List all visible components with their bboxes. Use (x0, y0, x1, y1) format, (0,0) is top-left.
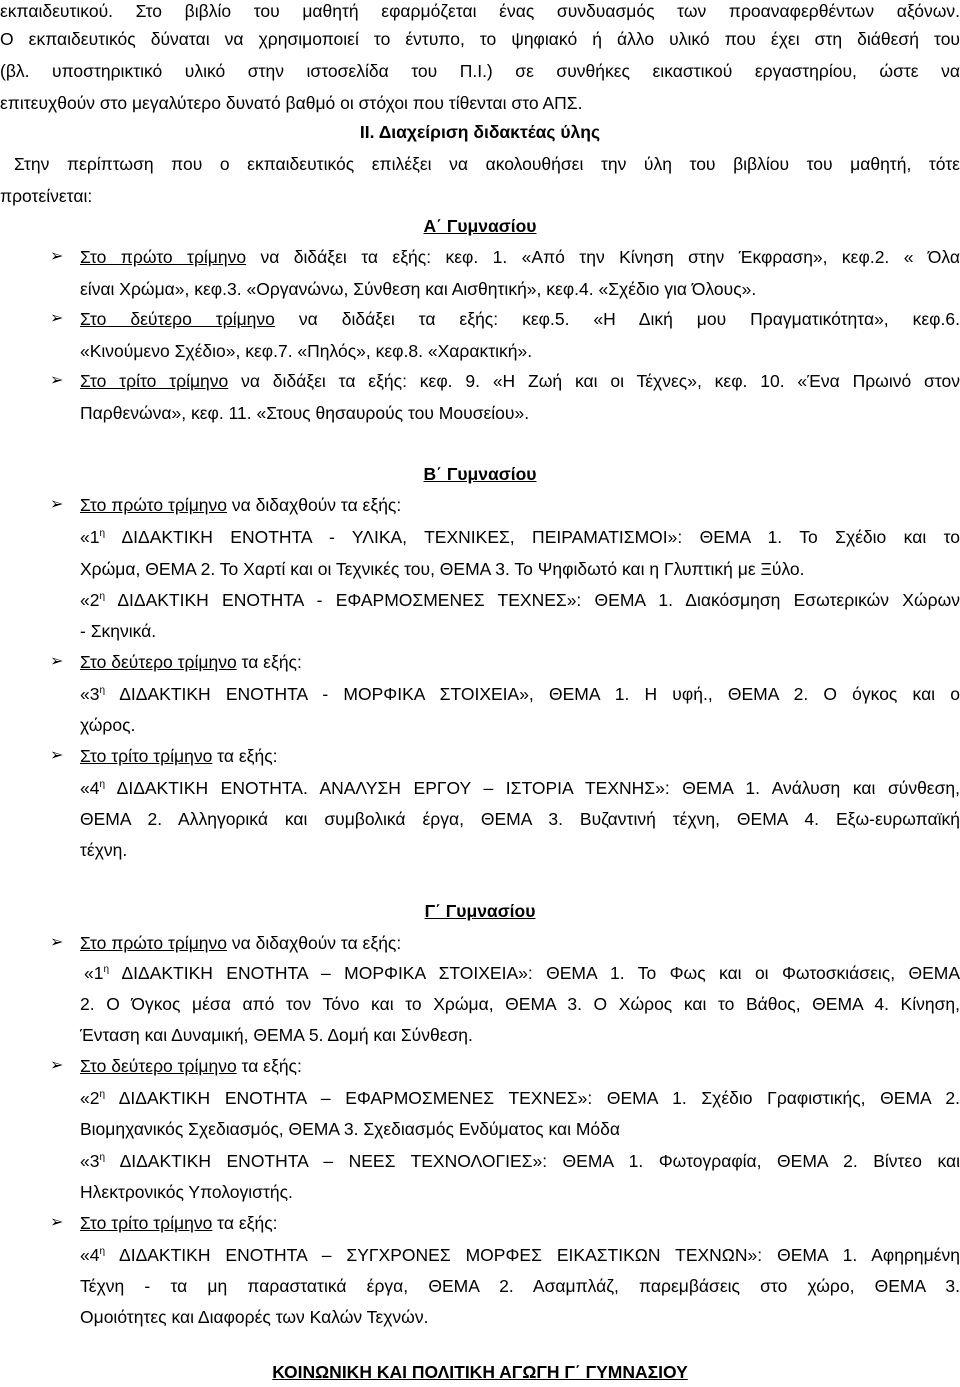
ordinal-suffix: η (99, 1089, 106, 1100)
arrow-bullet-icon: ➢ (50, 747, 64, 764)
list-item (80, 932, 960, 954)
term-label: Στο τρίτο τρίμηνο (80, 371, 229, 391)
unit-number: «2 (80, 590, 100, 610)
unit-line: χώρος. (80, 715, 136, 735)
intro-line: επιτευχθούν στο μεγαλύτερο δυνατό βαθμό οι στόχοι που τίθενται στο ΑΠΣ. (0, 93, 583, 113)
list-item-continuation: είναι Χρώμα», κεφ.3. «Οργανώνω, Σύνθεση και Αισθητική», κεφ.4. «Σχέδιο για Όλους». (80, 279, 757, 299)
ordinal-suffix: η (99, 1152, 106, 1163)
unit-line: - Σκηνικά. (80, 621, 157, 641)
ordinal-suffix: η (99, 685, 106, 696)
list-item (80, 1212, 960, 1234)
list-item (80, 494, 960, 516)
unit-line (80, 777, 960, 799)
item-text: να διδαχθούν τα εξής: (227, 495, 402, 515)
unit-line: Βιομηχανικός Σχεδιασμός, ΘΕΜΑ 3. Σχεδιασμός Ενδύματος και Μόδα (80, 1119, 621, 1139)
list-item (80, 246, 960, 268)
arrow-bullet-icon: ➢ (50, 248, 64, 265)
unit-number: «4 (80, 1245, 100, 1265)
grade-c-title: Γ΄ Γυμνασίου (424, 901, 536, 921)
ordinal-suffix: η (99, 1246, 106, 1257)
term-label: Στο δεύτερο τρίμηνο (80, 1056, 237, 1076)
unit-number: «1 (84, 963, 104, 983)
unit-line (84, 962, 960, 984)
unit-line: ΘΕΜΑ 2. Αλληγορικά και συμβολικά έργα, ΘΕΜΑ 3. Βυζαντινή τέχνη, ΘΕΜΑ 4. Εξω-ευρωπαϊκή (80, 809, 960, 829)
unit-text: ΔΙΔΑΚΤΙΚΗ ΕΝΟΤΗΤΑ - ΥΛΙΚΑ, ΤΕΧΝΙΚΕΣ, ΠΕΙΡΑΜΑΤΙΣΜΟΙ»: ΘΕΜΑ 1. Το Σχέδιο και το (105, 527, 960, 547)
arrow-bullet-icon: ➢ (50, 1214, 64, 1231)
unit-text: ΔΙΔΑΚΤΙΚΗ ΕΝΟΤΗΤΑ – ΝΕΕΣ ΤΕΧΝΟΛΟΓΙΕΣ»: ΘΕΜΑ 1. Φωτογραφία, ΘΕΜΑ 2. Βίντεο και (105, 1151, 960, 1171)
term-label: Στο τρίτο τρίμηνο (80, 1213, 213, 1233)
unit-line: Ηλεκτρονικός Υπολογιστής. (80, 1182, 293, 1202)
unit-text: ΔΙΔΑΚΤΙΚΗ ΕΝΟΤΗΤΑ. ΑΝΑΛΥΣΗ ΕΡΓΟΥ – ΙΣΤΟΡΙΑ ΤΕΧΝΗΣ»: ΘΕΜΑ 1. Ανάλυση και σύνθεση, (105, 778, 960, 798)
arrow-bullet-icon: ➢ (50, 1057, 64, 1074)
section-heading: ΚΟΙΝΩΝΙΚΗ ΚΑΙ ΠΟΛΙΤΙΚΗ ΑΓΩΓΗ Γ΄ ΓΥΜΝΑΣΙΟΥ (272, 1362, 688, 1382)
intro-line: Ο εκπαιδευτικός δύναται να χρησιμοποιεί το έντυπο, το ψηφιακό ή άλλο υλικό που έχει στη διάθεσή του (0, 29, 960, 49)
grade-a-title: Α΄ Γυμνασίου (423, 216, 537, 236)
unit-number: «1 (80, 527, 100, 547)
section-paragraph: προτείνεται: (0, 186, 93, 206)
term-label: Στο πρώτο τρίμηνο (80, 247, 247, 267)
unit-line: Τέχνη - τα μη παραστατικά έργα, ΘΕΜΑ 2. Ασαμπλάζ, παρεμβάσεις στο χώρο, ΘΕΜΑ 3. (80, 1276, 960, 1296)
list-item (80, 370, 960, 392)
item-text: να διδάξει τα εξής: κεφ. 1. «Από την Κίνηση στην Έκφραση», κεφ.2. « Όλα (246, 247, 960, 267)
unit-text: ΔΙΔΑΚΤΙΚΗ ΕΝΟΤΗΤΑ – ΜΟΡΦΙΚΑ ΣΤΟΙΧΕΙΑ»: ΘΕΜΑ 1. Το Φως και οι Φωτοσκιάσεις, ΘΕΜΑ (109, 963, 960, 983)
ordinal-suffix: η (103, 964, 110, 975)
unit-line (80, 526, 960, 548)
list-item-continuation: «Κινούμενο Σχέδιο», κεφ.7. «Πηλός», κεφ.8. «Χαρακτική». (80, 341, 533, 361)
grade-b-title: Β΄ Γυμνασίου (423, 464, 537, 484)
ordinal-suffix: η (99, 779, 106, 790)
term-label: Στο πρώτο τρίμηνο (80, 495, 227, 515)
list-item (80, 745, 960, 767)
unit-number: «3 (80, 684, 100, 704)
item-text: τα εξής: (212, 746, 278, 766)
arrow-bullet-icon: ➢ (50, 934, 64, 951)
unit-number: «2 (80, 1088, 100, 1108)
item-text: τα εξής: (212, 1213, 278, 1233)
unit-line (80, 1244, 960, 1266)
unit-number: «4 (80, 778, 100, 798)
term-label: Στο δεύτερο τρίμηνο (80, 309, 275, 329)
unit-text: ΔΙΔΑΚΤΙΚΗ ΕΝΟΤΗΤΑ – ΕΦΑΡΜΟΣΜΕΝΕΣ ΤΕΧΝΕΣ»: ΘΕΜΑ 1. Σχέδιο Γραφιστικής, ΘΕΜΑ 2. (105, 1088, 960, 1108)
unit-line (80, 589, 960, 611)
unit-text: ΔΙΔΑΚΤΙΚΗ ΕΝΟΤΗΤΑ - ΕΦΑΡΜΟΣΜΕΝΕΣ ΤΕΧΝΕΣ»: ΘΕΜΑ 1. Διακόσμηση Εσωτερικών Χώρων (105, 590, 960, 610)
intro-line: (βλ. υποστηρικτικό υλικό στην ιστοσελίδα του Π.Ι.) σε συνθήκες εικαστικού εργαστηρίου, ώστε να (0, 61, 960, 81)
ordinal-suffix: η (99, 528, 106, 539)
unit-text: ΔΙΔΑΚΤΙΚΗ ΕΝΟΤΗΤΑ - ΜΟΡΦΙΚΑ ΣΤΟΙΧΕΙΑ», ΘΕΜΑ 1. Η υφή., ΘΕΜΑ 2. Ο όγκος και ο (105, 684, 960, 704)
ordinal-suffix: η (99, 591, 106, 602)
list-item (80, 308, 960, 330)
arrow-bullet-icon: ➢ (50, 653, 64, 670)
unit-line: Ένταση και Δυναμική, ΘΕΜΑ 5. Δομή και Σύνθεση. (80, 1025, 473, 1045)
section-heading: ΙΙ. Διαχείριση διδακτέας ύλης (359, 122, 601, 142)
unit-line: Χρώμα, ΘΕΜΑ 2. Το Χαρτί και οι Τεχνικές του, ΘΕΜΑ 3. Το Ψηφιδωτό και η Γλυπτική με Ξύλο. (80, 559, 805, 579)
item-text: να διδάξει τα εξής: κεφ.5. «Η Δική μου Πραγματικότητα», κεφ.6. (274, 309, 960, 329)
list-item-continuation: Παρθενώνα», κεφ. 11. «Στους θησαυρούς του Μουσείου». (80, 403, 530, 423)
unit-line (80, 1150, 960, 1172)
item-text: να διδαχθούν τα εξής: (227, 933, 402, 953)
list-item (80, 651, 960, 673)
arrow-bullet-icon: ➢ (50, 496, 64, 513)
term-label: Στο δεύτερο τρίμηνο (80, 652, 237, 672)
intro-line: εκπαιδευτικού. Στο βιβλίο του μαθητή εφαρμόζεται ένας συνδυασμός των προαναφερθέντων αξόνων. (0, 1, 960, 21)
term-label: Στο τρίτο τρίμηνο (80, 746, 213, 766)
unit-text: ΔΙΔΑΚΤΙΚΗ ΕΝΟΤΗΤΑ – ΣΥΓΧΡΟΝΕΣ ΜΟΡΦΕΣ ΕΙΚΑΣΤΙΚΩΝ ΤΕΧΝΩΝ»: ΘΕΜΑ 1. Αφηρημένη (105, 1245, 960, 1265)
unit-line: τέχνη. (80, 840, 128, 860)
arrow-bullet-icon: ➢ (50, 310, 64, 327)
item-text: τα εξής: (236, 652, 302, 672)
item-text: να διδάξει τα εξής: κεφ. 9. «Η Ζωή και οι Τέχνες», κεφ. 10. «Ένα Πρωινό στον (228, 371, 960, 391)
list-item (80, 1055, 960, 1077)
unit-line: Ομοιότητες και Διαφορές των Καλών Τεχνών. (80, 1307, 429, 1327)
item-text: τα εξής: (236, 1056, 302, 1076)
unit-line (80, 1087, 960, 1109)
unit-number: «3 (80, 1151, 100, 1171)
arrow-bullet-icon: ➢ (50, 372, 64, 389)
section-paragraph: Στην περίπτωση που ο εκπαιδευτικός επιλέξει να ακολουθήσει την ύλη του βιβλίου του μαθητή, τότε (14, 154, 960, 174)
term-label: Στο πρώτο τρίμηνο (80, 933, 227, 953)
unit-line (80, 683, 960, 705)
unit-line: 2. Ο Όγκος μέσα από τον Τόνο και το Χρώμα, ΘΕΜΑ 3. Ο Χώρος και το Βάθος, ΘΕΜΑ 4. Κίνηση, (80, 994, 960, 1014)
